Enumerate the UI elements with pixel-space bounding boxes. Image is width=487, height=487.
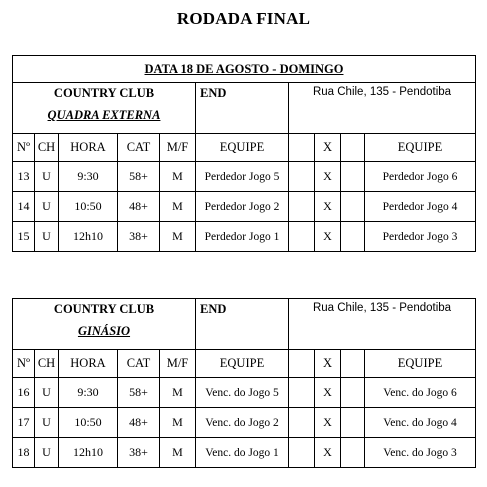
blank-cell: [289, 162, 315, 192]
ch: U: [35, 192, 59, 222]
blank-cell: [341, 162, 365, 192]
col-header-blank: [289, 350, 315, 378]
team-2: Venc. do Jogo 4: [365, 408, 476, 438]
team-1: Perdedor Jogo 5: [196, 162, 289, 192]
mf: M: [160, 378, 196, 408]
hora: 10:50: [59, 408, 118, 438]
blank-cell: [341, 378, 365, 408]
versus: X: [315, 408, 341, 438]
col-header-mf: M/F: [160, 350, 196, 378]
table-row: [13, 192, 476, 222]
col-header-hora: HORA: [59, 350, 118, 378]
col-header-hora: HORA: [59, 134, 118, 162]
game-number: 14: [13, 192, 35, 222]
versus: X: [315, 438, 341, 468]
versus: X: [315, 222, 341, 252]
table-row: [13, 222, 476, 252]
col-header-x: X: [315, 134, 341, 162]
hora: 9:30: [59, 162, 118, 192]
mf: M: [160, 438, 196, 468]
col-header-ch: CH: [35, 350, 59, 378]
blank-cell: [341, 408, 365, 438]
col-header-equipe: EQUIPE: [196, 350, 289, 378]
venue-name: GINÁSIO: [77, 324, 131, 338]
venue-cell: [13, 83, 196, 134]
game-number: 18: [13, 438, 35, 468]
team-1: Perdedor Jogo 1: [196, 222, 289, 252]
cat: 48+: [118, 192, 160, 222]
ch: U: [35, 408, 59, 438]
blank-cell: [341, 438, 365, 468]
cat: 48+: [118, 408, 160, 438]
col-header-x: X: [315, 350, 341, 378]
col-header-equipe: EQUIPE: [365, 350, 476, 378]
hora: 9:30: [59, 378, 118, 408]
club-name: COUNTRY CLUB: [53, 86, 155, 100]
cat: 38+: [118, 438, 160, 468]
table-row: [13, 162, 476, 192]
table-row: [13, 408, 476, 438]
header-row: [13, 134, 476, 162]
end-label: END: [196, 83, 289, 134]
mf: M: [160, 408, 196, 438]
team-1: Perdedor Jogo 2: [196, 192, 289, 222]
hora: 12h10: [59, 222, 118, 252]
col-header-num: Nº: [13, 350, 35, 378]
blank-cell: [289, 408, 315, 438]
cat: 58+: [118, 162, 160, 192]
game-number: 13: [13, 162, 35, 192]
end-label: END: [196, 299, 289, 350]
versus: X: [315, 192, 341, 222]
table-row: [13, 378, 476, 408]
team-2: Perdedor Jogo 6: [365, 162, 476, 192]
hora: 12h10: [59, 438, 118, 468]
blank-cell: [289, 222, 315, 252]
col-header-blank: [341, 134, 365, 162]
versus: X: [315, 162, 341, 192]
col-header-cat: CAT: [118, 134, 160, 162]
mf: M: [160, 192, 196, 222]
team-2: Venc. do Jogo 3: [365, 438, 476, 468]
date-label: DATA 18 DE AGOSTO - DOMINGO: [13, 56, 476, 83]
game-number: 15: [13, 222, 35, 252]
game-number: 16: [13, 378, 35, 408]
venue-name: QUADRA EXTERNA: [47, 108, 161, 122]
header-row: [13, 350, 476, 378]
ch: U: [35, 438, 59, 468]
mf: M: [160, 222, 196, 252]
team-1: Venc. do Jogo 2: [196, 408, 289, 438]
col-header-blank: [289, 134, 315, 162]
col-header-equipe: EQUIPE: [365, 134, 476, 162]
blank-cell: [341, 192, 365, 222]
table-row: [13, 438, 476, 468]
team-1: Venc. do Jogo 5: [196, 378, 289, 408]
address: Rua Chile, 135 - Pendotiba: [289, 83, 476, 134]
date-row: [13, 56, 476, 83]
game-number: 17: [13, 408, 35, 438]
schedule-table-ginasio: [12, 298, 476, 468]
blank-cell: [289, 438, 315, 468]
hora: 10:50: [59, 192, 118, 222]
team-2: Perdedor Jogo 3: [365, 222, 476, 252]
blank-cell: [289, 378, 315, 408]
blank-cell: [289, 192, 315, 222]
team-2: Venc. do Jogo 6: [365, 378, 476, 408]
cat: 38+: [118, 222, 160, 252]
address: Rua Chile, 135 - Pendotiba: [289, 299, 476, 350]
team-2: Perdedor Jogo 4: [365, 192, 476, 222]
page-title: RODADA FINAL: [176, 9, 311, 28]
col-header-ch: CH: [35, 134, 59, 162]
col-header-cat: CAT: [118, 350, 160, 378]
ch: U: [35, 162, 59, 192]
venue-row: [13, 299, 476, 350]
ch: U: [35, 378, 59, 408]
venue-row: [13, 83, 476, 134]
col-header-equipe: EQUIPE: [196, 134, 289, 162]
blank-cell: [341, 222, 365, 252]
club-name: COUNTRY CLUB: [53, 302, 155, 316]
versus: X: [315, 378, 341, 408]
ch: U: [35, 222, 59, 252]
venue-cell: [13, 299, 196, 350]
schedule-table-quadra-externa: [12, 55, 476, 252]
col-header-num: Nº: [13, 134, 35, 162]
mf: M: [160, 162, 196, 192]
col-header-mf: M/F: [160, 134, 196, 162]
cat: 58+: [118, 378, 160, 408]
col-header-blank: [341, 350, 365, 378]
team-1: Venc. do Jogo 1: [196, 438, 289, 468]
